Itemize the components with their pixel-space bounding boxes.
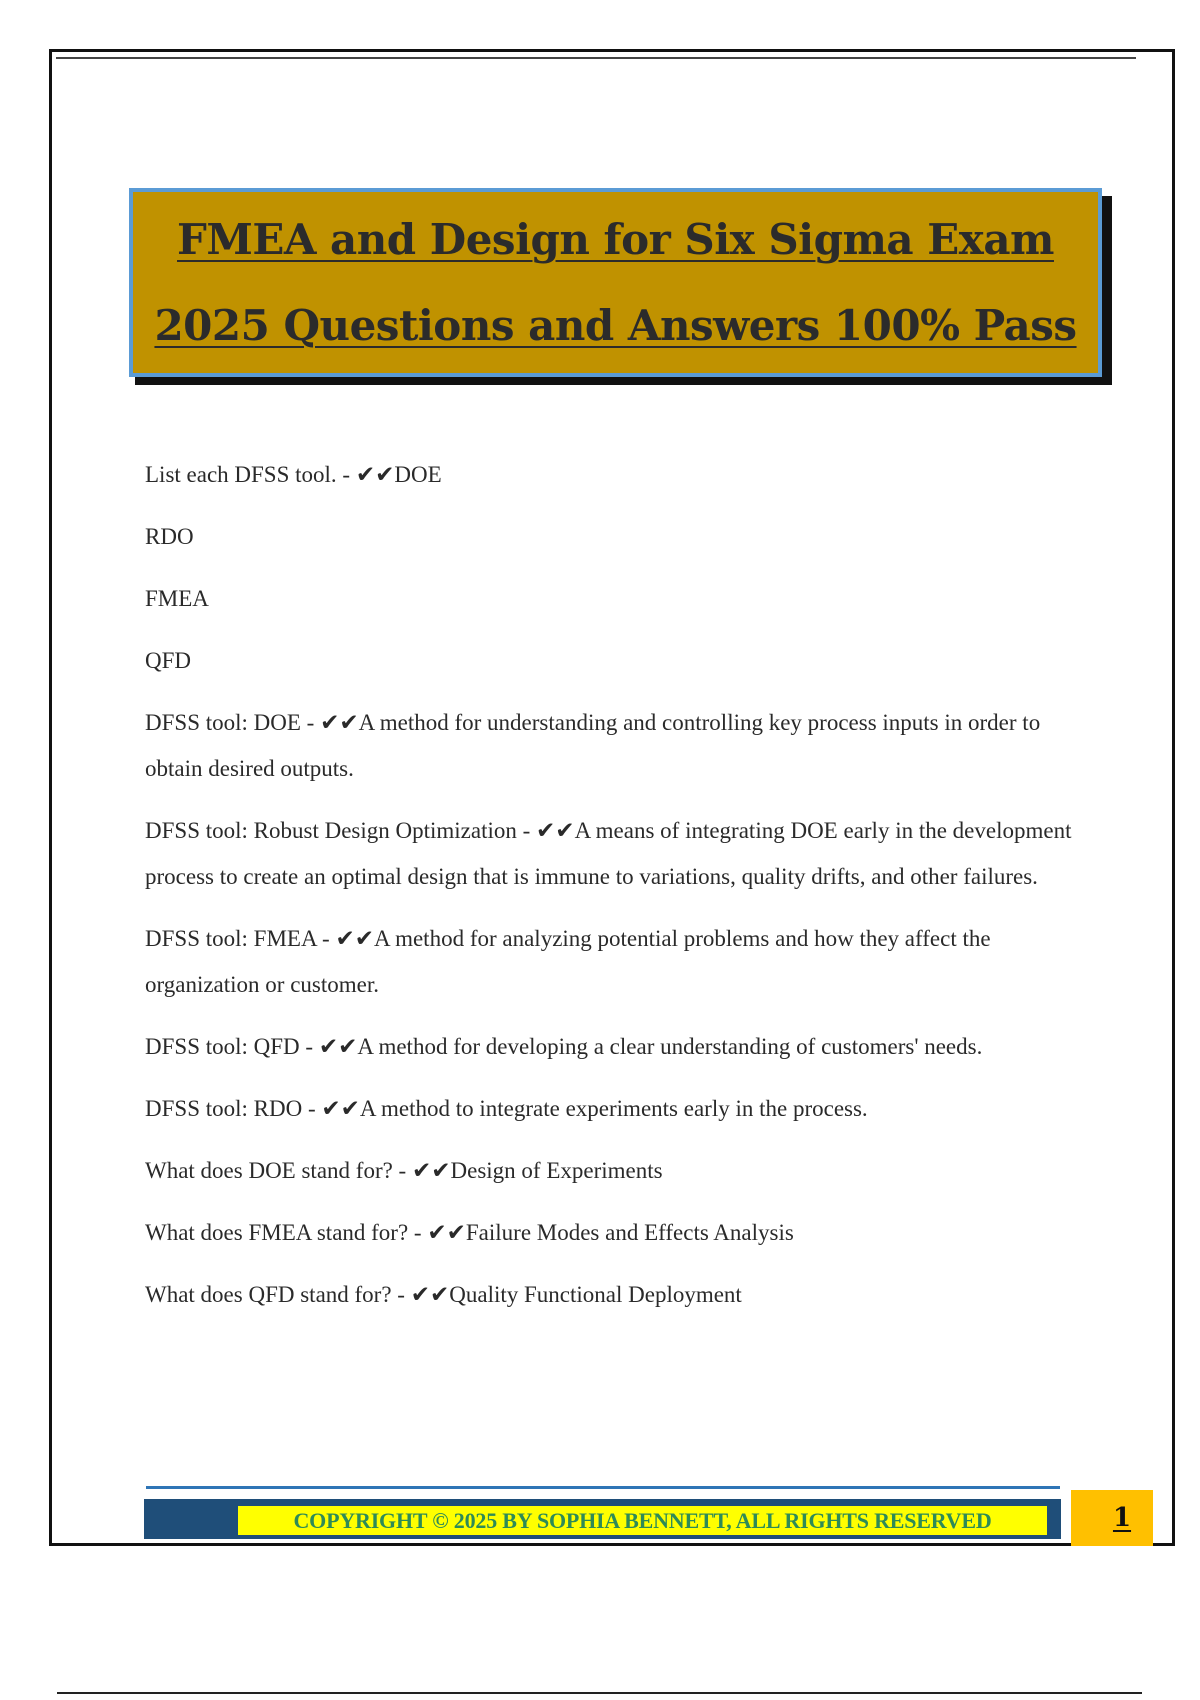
qa-paragraph: DFSS tool: DOE - ✔✔A method for understanding and controlling key process inputs in order to obtain desired outputs. [145, 710, 1041, 781]
qa-paragraph: DFSS tool: QFD - ✔✔A method for developing a clear understanding of customers' needs. [145, 1034, 983, 1059]
qa-paragraph: What does QFD stand for? - ✔✔Quality Functional Deployment [145, 1282, 742, 1307]
qa-paragraph: DFSS tool: FMEA - ✔✔A method for analyzing potential problems and how they affect the organization or customer. [145, 926, 991, 997]
title-line-1: FMEA and Design for Six Sigma Exam [177, 214, 1054, 264]
bottom-rule [57, 1692, 1142, 1694]
title-line-2: 2025 Questions and Answers 100% Pass [154, 300, 1077, 350]
qa-paragraph: What does FMEA stand for? - ✔✔Failure Modes and Effects Analysis [145, 1220, 794, 1245]
qa-paragraph: RDO [145, 524, 194, 549]
qa-paragraph: DFSS tool: RDO - ✔✔A method to integrate experiments early in the process. [145, 1096, 868, 1121]
qa-paragraph: FMEA [145, 586, 209, 611]
page-number: 1 [1112, 1503, 1132, 1533]
footer-rule [146, 1486, 1060, 1489]
qa-paragraph: What does DOE stand for? - ✔✔Design of Experiments [145, 1158, 663, 1183]
qa-paragraph: List each DFSS tool. - ✔✔DOE [145, 462, 442, 487]
qa-content [145, 452, 1095, 1334]
copyright-notice: COPYRIGHT © 2025 BY SOPHIA BENNETT, ALL RIGHTS RESERVED [238, 1506, 1047, 1535]
top-inner-rule [56, 57, 1136, 59]
title-box [129, 188, 1102, 377]
page-number-box [1071, 1490, 1153, 1546]
qa-paragraph: QFD [145, 648, 192, 673]
qa-paragraph: DFSS tool: Robust Design Optimization - ✔✔A means of integrating DOE early in the development process to create an optimal design that is immune to variations, quality drifts, and other failures. [145, 818, 1072, 889]
